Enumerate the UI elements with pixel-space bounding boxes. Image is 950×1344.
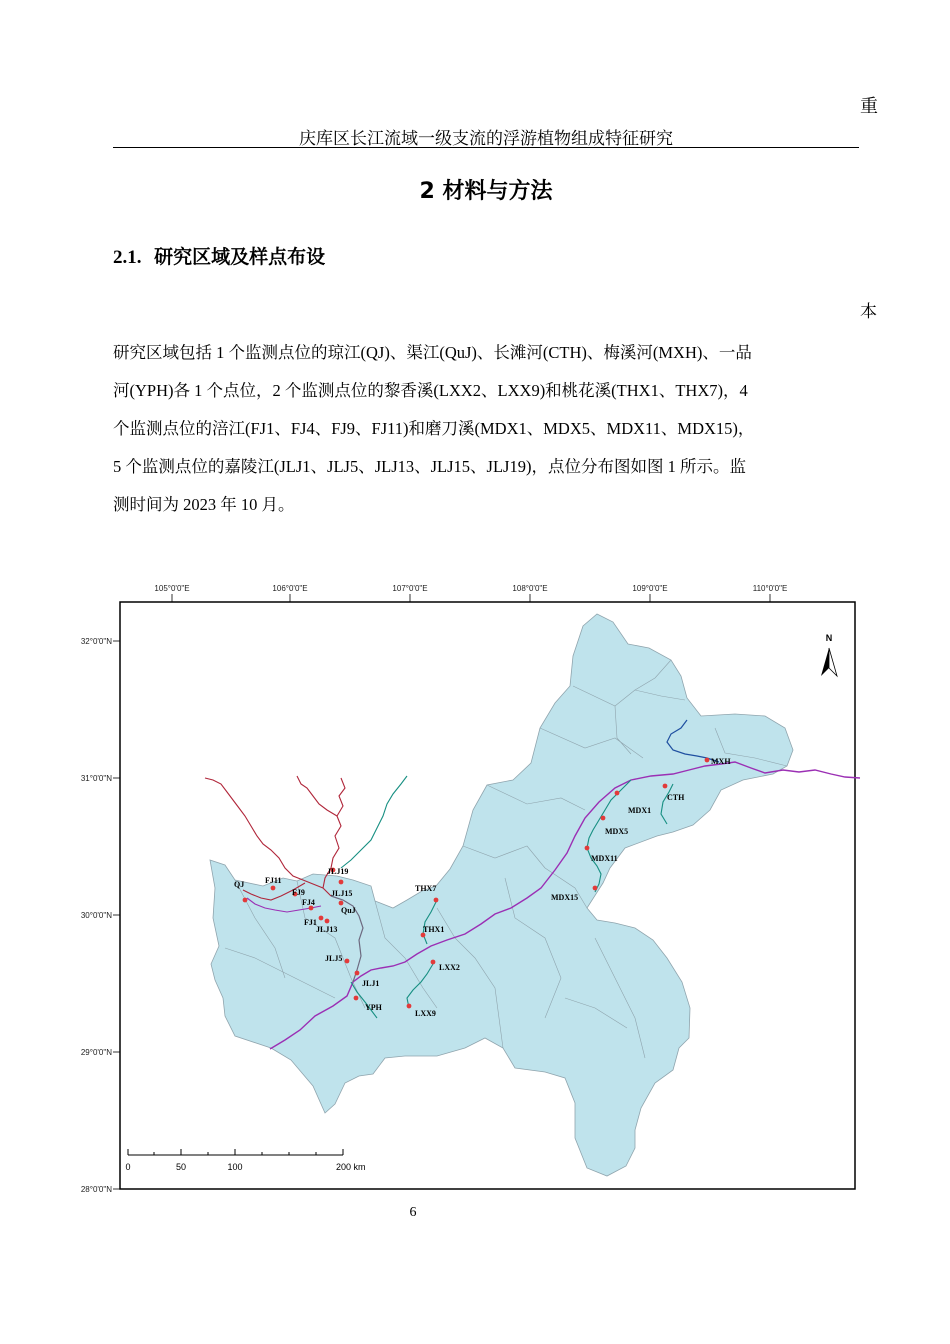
paragraph-line: 研究区域包括 1 个监测点位的琼江(QJ)、渠江(QuJ)、长滩河(CTH)、梅溪河(MXH)、一品 — [113, 343, 752, 362]
scale-label: 200 km — [336, 1162, 366, 1172]
site-label: LXX9 — [415, 1009, 436, 1018]
site-label: FJ4 — [302, 898, 315, 907]
site-label: THX1 — [423, 925, 445, 934]
scale-label: 50 — [175, 1162, 187, 1172]
north-label: N — [825, 633, 833, 643]
site-label: JLJ13 — [316, 925, 338, 934]
site-label: YPH — [365, 1003, 382, 1012]
site-label: MDX11 — [591, 854, 618, 863]
site-marker-cth — [663, 784, 668, 789]
site-label: MXH — [711, 757, 731, 766]
site-label: FJ9 — [292, 888, 305, 897]
site-marker-jlj13 — [325, 919, 330, 924]
study-area-map — [75, 578, 875, 1200]
site-marker-lxx2 — [431, 960, 436, 965]
site-label: FJ11 — [265, 876, 282, 885]
site-marker-mxh — [705, 758, 710, 763]
site-label: JLJ15 — [331, 889, 353, 898]
scale-label: 0 — [125, 1162, 131, 1172]
longitude-label: 106°0'0"E — [272, 584, 308, 593]
paragraph-line: 个监测点位的涪江(FJ1、FJ4、FJ9、FJ11)和磨刀溪(MDX1、MDX5、MDX11、MDX15)， — [113, 419, 755, 438]
section-title: 研究区域及样点布设 — [154, 246, 326, 268]
header-rule — [113, 147, 859, 148]
longitude-label: 109°0'0"E — [632, 584, 668, 593]
latitude-label: 30°0'0"N — [80, 911, 112, 920]
site-label: FJ1 — [304, 918, 317, 927]
site-marker-lxx9 — [407, 1004, 412, 1009]
site-marker-quj — [339, 901, 344, 906]
site-marker-yph — [354, 996, 359, 1001]
site-label: QJ — [234, 880, 245, 889]
site-label: JLJ1 — [362, 979, 380, 988]
site-marker-jlj5 — [345, 959, 350, 964]
longitude-label: 107°0'0"E — [392, 584, 428, 593]
paragraph-line: 5 个监测点位的嘉陵江(JLJ1、JLJ5、JLJ13、JLJ15、JLJ19)，点位分布图如图 1 所示。监 — [113, 457, 746, 476]
site-marker-jlj1 — [355, 971, 360, 976]
longitude-axis — [154, 584, 787, 602]
site-label: MDX1 — [628, 806, 652, 815]
running-header-title: 庆库区长江流域一级支流的浮游植物组成特征研究 — [299, 129, 673, 148]
longitude-label: 108°0'0"E — [512, 584, 548, 593]
site-marker-mdx11 — [585, 846, 590, 851]
site-label: JLJ19 — [327, 867, 349, 876]
floating-char: 本 — [860, 302, 877, 321]
longitude-label: 110°0'0"E — [752, 584, 788, 593]
page-number: 6 — [409, 1205, 417, 1220]
section-heading — [113, 242, 325, 269]
section-number: 2.1. — [113, 247, 142, 268]
site-marker-thx7 — [434, 898, 439, 903]
site-marker-fj1 — [319, 916, 324, 921]
site-label: MDX5 — [605, 827, 629, 836]
paragraph-line: 测时间为 2023 年 10 月。 — [113, 495, 295, 514]
paragraph-line: 河(YPH)各 1 个点位，2 个监测点位的黎香溪(LXX2、LXX9)和桃花溪(THX1、THX7)，4 — [113, 381, 748, 400]
site-marker-mdx15 — [593, 886, 598, 891]
site-marker-mdx1 — [615, 791, 620, 796]
site-label: QuJ — [341, 906, 356, 915]
site-marker-fj11 — [271, 886, 276, 891]
latitude-axis — [81, 637, 120, 1194]
body-paragraph — [113, 334, 855, 524]
site-label: MDX15 — [551, 893, 579, 902]
site-label: CTH — [667, 793, 685, 802]
latitude-label: 29°0'0"N — [80, 1048, 112, 1057]
site-marker-mdx5 — [601, 816, 606, 821]
chapter-title: 2 材料与方法 — [419, 179, 553, 204]
running-header-corner-char: 重 — [860, 96, 878, 116]
scale-label: 100 — [227, 1162, 243, 1172]
site-marker-qj — [243, 898, 248, 903]
site-label: LXX2 — [439, 963, 460, 972]
latitude-label: 28°0'0"N — [80, 1185, 112, 1194]
latitude-label: 31°0'0"N — [80, 774, 112, 783]
site-marker-jlj15 — [339, 880, 344, 885]
longitude-label: 105°0'0"E — [154, 584, 190, 593]
site-label: JLJ5 — [325, 954, 343, 963]
site-label: THX7 — [415, 884, 437, 893]
latitude-label: 32°0'0"N — [80, 637, 112, 646]
